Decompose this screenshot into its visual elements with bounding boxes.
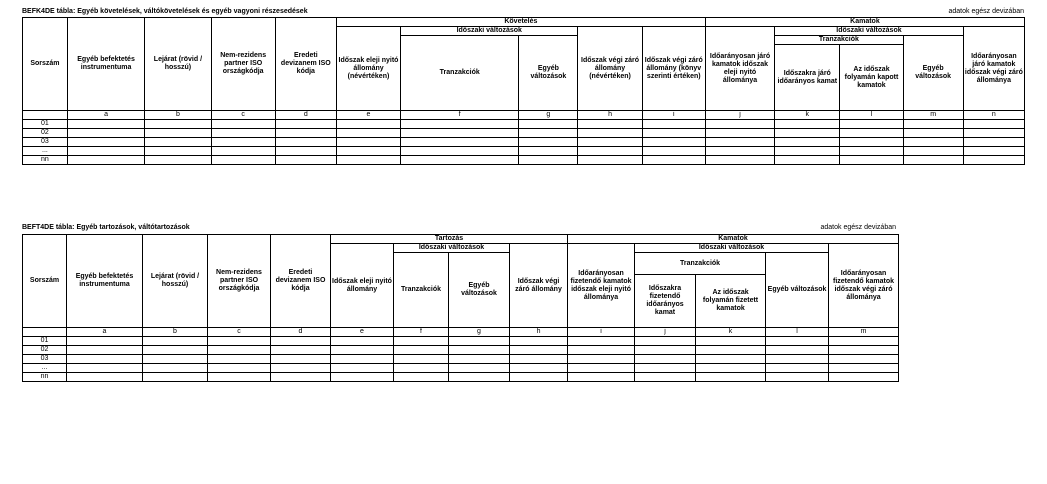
- col-maturity-header: Lejárat (rövid / hosszú): [145, 18, 211, 111]
- data-cell[interactable]: [275, 129, 336, 138]
- table2-body: [23, 337, 899, 382]
- data-cell[interactable]: [696, 346, 766, 355]
- col-int-paid-header: Az időszak folyamán fizetett kamatok: [696, 275, 766, 328]
- table2: [22, 234, 899, 382]
- letter-cell: l: [840, 111, 903, 120]
- table-row: [23, 129, 1025, 138]
- data-cell[interactable]: [401, 156, 519, 165]
- data-cell[interactable]: [510, 346, 568, 355]
- data-cell[interactable]: [568, 346, 635, 355]
- table2-unit: adatok egész devizában: [820, 224, 896, 231]
- data-cell[interactable]: [766, 337, 829, 346]
- letter-cell: k: [775, 111, 840, 120]
- table1-unit: adatok egész devizában: [948, 8, 1024, 15]
- group-interest-header: Kamatok: [568, 235, 899, 244]
- letter-cell: g: [449, 328, 510, 337]
- table-row: [23, 337, 899, 346]
- col-int-other-header: Egyéb változások: [766, 253, 829, 328]
- data-cell[interactable]: [829, 355, 899, 364]
- letter-cell: h: [510, 328, 568, 337]
- data-cell[interactable]: [519, 120, 578, 129]
- letter-cell: f: [394, 328, 449, 337]
- letter-cell: a: [67, 111, 144, 120]
- data-cell[interactable]: [840, 147, 903, 156]
- data-cell[interactable]: [211, 138, 275, 147]
- data-cell[interactable]: [635, 373, 696, 382]
- col-int-closing-header: Időarányosan járó kamatok időszak végi záró állománya: [963, 27, 1024, 111]
- data-cell[interactable]: [143, 346, 208, 355]
- data-cell[interactable]: [331, 364, 394, 373]
- group-liabilities-header: Tartozás: [331, 235, 568, 244]
- data-cell[interactable]: [903, 147, 963, 156]
- data-cell[interactable]: [271, 355, 331, 364]
- data-cell[interactable]: [696, 364, 766, 373]
- data-cell[interactable]: [963, 129, 1024, 138]
- row-number: 02: [23, 129, 68, 138]
- col-maturity-header: Lejárat (rövid / hosszú): [143, 235, 208, 328]
- data-cell[interactable]: [208, 355, 271, 364]
- letter-cell: e: [331, 328, 394, 337]
- data-cell[interactable]: [336, 129, 400, 138]
- data-cell[interactable]: [903, 129, 963, 138]
- data-cell[interactable]: [578, 147, 642, 156]
- letter-cell: g: [519, 111, 578, 120]
- data-cell[interactable]: [211, 156, 275, 165]
- data-cell[interactable]: [775, 147, 840, 156]
- letter-cell: e: [336, 111, 400, 120]
- data-cell[interactable]: [449, 346, 510, 355]
- data-cell[interactable]: [840, 129, 903, 138]
- sub-changes-header: Időszaki változások: [394, 244, 510, 253]
- data-cell[interactable]: [510, 373, 568, 382]
- data-cell[interactable]: [67, 337, 143, 346]
- row-number: nn: [23, 373, 67, 382]
- data-cell[interactable]: [696, 337, 766, 346]
- letter-cell: k: [696, 328, 766, 337]
- data-cell[interactable]: [331, 355, 394, 364]
- data-cell[interactable]: [143, 337, 208, 346]
- col-instrument-header: Egyéb befektetés instrumentuma: [67, 18, 144, 111]
- data-cell[interactable]: [67, 373, 143, 382]
- col-other-changes-header: Egyéb változások: [519, 36, 578, 111]
- data-cell[interactable]: [336, 147, 400, 156]
- col-partner-header: Nem-rezidens partner ISO országkódja: [208, 235, 271, 328]
- data-cell[interactable]: [67, 156, 144, 165]
- letter-cell: l: [766, 328, 829, 337]
- letter-cell: n: [963, 111, 1024, 120]
- col-opening-header: Időszak eleji nyitó állomány (névértéken): [336, 27, 400, 111]
- data-cell[interactable]: [829, 346, 899, 355]
- data-cell[interactable]: [578, 120, 642, 129]
- table-row: [23, 346, 899, 355]
- data-cell[interactable]: [903, 156, 963, 165]
- col-other-changes-header: Egyéb változások: [449, 253, 510, 328]
- table1-body: [23, 120, 1025, 165]
- data-cell[interactable]: [510, 337, 568, 346]
- data-cell[interactable]: [635, 364, 696, 373]
- data-cell[interactable]: [642, 156, 705, 165]
- col-partner-header: Nem-rezidens partner ISO országkódja: [211, 18, 275, 111]
- data-cell[interactable]: [568, 364, 635, 373]
- data-cell[interactable]: [211, 129, 275, 138]
- data-cell[interactable]: [903, 138, 963, 147]
- data-cell[interactable]: [766, 373, 829, 382]
- row-number: ...: [23, 147, 68, 156]
- data-cell[interactable]: [67, 346, 143, 355]
- row-number: 01: [23, 337, 67, 346]
- data-cell[interactable]: [766, 346, 829, 355]
- letter-cell: m: [829, 328, 899, 337]
- data-cell[interactable]: [963, 120, 1024, 129]
- data-cell[interactable]: [829, 373, 899, 382]
- table-row: [23, 138, 1025, 147]
- data-cell[interactable]: [67, 147, 144, 156]
- table1: [22, 17, 1025, 165]
- data-cell[interactable]: [208, 364, 271, 373]
- data-cell[interactable]: [705, 129, 774, 138]
- data-cell[interactable]: [208, 337, 271, 346]
- data-cell[interactable]: [208, 373, 271, 382]
- table-row: [23, 355, 899, 364]
- data-cell[interactable]: [67, 129, 144, 138]
- data-cell[interactable]: [840, 120, 903, 129]
- letter-cell: f: [401, 111, 519, 120]
- sub-transactions-header: Tranzakciók: [635, 253, 766, 275]
- data-cell[interactable]: [775, 156, 840, 165]
- data-cell[interactable]: [449, 364, 510, 373]
- data-cell[interactable]: [331, 337, 394, 346]
- letter-cell: i: [568, 328, 635, 337]
- data-cell[interactable]: [705, 138, 774, 147]
- row-number: 03: [23, 138, 68, 147]
- data-cell[interactable]: [635, 346, 696, 355]
- col-currency-header: Eredeti devizanem ISO kódja: [271, 235, 331, 328]
- data-cell[interactable]: [143, 364, 208, 373]
- data-cell[interactable]: [271, 373, 331, 382]
- group-claims-header: Követelés: [336, 18, 705, 27]
- data-cell[interactable]: [568, 373, 635, 382]
- data-cell[interactable]: [143, 373, 208, 382]
- data-cell[interactable]: [449, 355, 510, 364]
- col-opening-header: Időszak eleji nyitó állomány: [331, 244, 394, 328]
- data-cell[interactable]: [642, 120, 705, 129]
- letter-cell: j: [635, 328, 696, 337]
- data-cell[interactable]: [271, 337, 331, 346]
- data-cell[interactable]: [67, 364, 143, 373]
- col-int-opening-header: Időarányosan járó kamatok időszak eleji nyitó állománya: [705, 27, 774, 111]
- row-number: 02: [23, 346, 67, 355]
- data-cell[interactable]: [766, 355, 829, 364]
- data-cell[interactable]: [642, 147, 705, 156]
- data-cell[interactable]: [449, 373, 510, 382]
- data-cell[interactable]: [394, 364, 449, 373]
- data-cell[interactable]: [903, 120, 963, 129]
- sub-changes-header: Időszaki változások: [401, 27, 578, 36]
- data-cell[interactable]: [275, 138, 336, 147]
- col-int-opening-header: Időarányosan fizetendő kamatok időszak eleji nyitó állománya: [568, 244, 635, 328]
- data-cell[interactable]: [963, 138, 1024, 147]
- data-cell[interactable]: [145, 156, 211, 165]
- data-cell[interactable]: [963, 156, 1024, 165]
- col-int-other-header: Egyéb változások: [903, 36, 963, 111]
- col-currency-header: Eredeti devizanem ISO kódja: [275, 18, 336, 111]
- data-cell[interactable]: [449, 337, 510, 346]
- data-cell[interactable]: [519, 156, 578, 165]
- data-cell[interactable]: [331, 346, 394, 355]
- letter-cell: m: [903, 111, 963, 120]
- letter-cell: a: [67, 328, 143, 337]
- data-cell[interactable]: [331, 373, 394, 382]
- data-cell[interactable]: [568, 355, 635, 364]
- data-cell[interactable]: [145, 120, 211, 129]
- letter-cell: d: [271, 328, 331, 337]
- col-transactions-header: Tranzakciók: [394, 253, 449, 328]
- data-cell[interactable]: [401, 120, 519, 129]
- letter-cell: [23, 328, 67, 337]
- data-cell[interactable]: [642, 129, 705, 138]
- letter-cell: c: [208, 328, 271, 337]
- data-cell[interactable]: [394, 373, 449, 382]
- data-cell[interactable]: [775, 129, 840, 138]
- data-cell[interactable]: [271, 364, 331, 373]
- data-cell[interactable]: [705, 120, 774, 129]
- data-cell[interactable]: [829, 337, 899, 346]
- col-int-closing-header: Időarányosan fizetendő kamatok időszak végi záró állománya: [829, 244, 899, 328]
- data-cell[interactable]: [394, 346, 449, 355]
- letter-cell: b: [143, 328, 208, 337]
- data-cell[interactable]: [840, 156, 903, 165]
- col-int-accrued-header: Időszakra járó időarányos kamat: [775, 45, 840, 111]
- data-cell[interactable]: [67, 355, 143, 364]
- data-cell[interactable]: [143, 355, 208, 364]
- data-cell[interactable]: [635, 355, 696, 364]
- data-cell[interactable]: [208, 346, 271, 355]
- letter-cell: h: [578, 111, 642, 120]
- letter-cell: c: [211, 111, 275, 120]
- row-number: 01: [23, 120, 68, 129]
- data-cell[interactable]: [705, 156, 774, 165]
- col-int-received-header: Az időszak folyamán kapott kamatok: [840, 45, 903, 111]
- data-cell[interactable]: [336, 138, 400, 147]
- data-cell[interactable]: [578, 138, 642, 147]
- data-cell[interactable]: [578, 156, 642, 165]
- sub-transactions-header: Tranzakciók: [775, 36, 903, 45]
- data-cell[interactable]: [705, 147, 774, 156]
- data-cell[interactable]: [635, 337, 696, 346]
- data-cell[interactable]: [275, 120, 336, 129]
- col-transactions-header: Tranzakciók: [401, 36, 519, 111]
- row-number: nn: [23, 156, 68, 165]
- data-cell[interactable]: [519, 138, 578, 147]
- table-row: [23, 156, 1025, 165]
- data-cell[interactable]: [67, 138, 144, 147]
- data-cell[interactable]: [401, 138, 519, 147]
- col-row-header: Sorszám: [23, 18, 68, 111]
- data-cell[interactable]: [145, 147, 211, 156]
- letter-cell: b: [145, 111, 211, 120]
- data-cell[interactable]: [510, 355, 568, 364]
- data-cell[interactable]: [275, 147, 336, 156]
- data-cell[interactable]: [145, 138, 211, 147]
- col-int-accrued-header: Időszakra fizetendő időarányos kamat: [635, 275, 696, 328]
- data-cell[interactable]: [568, 337, 635, 346]
- row-number: 03: [23, 355, 67, 364]
- data-cell[interactable]: [401, 129, 519, 138]
- table-row: [23, 147, 1025, 156]
- data-cell[interactable]: [145, 129, 211, 138]
- data-cell[interactable]: [519, 129, 578, 138]
- data-cell[interactable]: [336, 120, 400, 129]
- data-cell[interactable]: [211, 147, 275, 156]
- data-cell[interactable]: [394, 355, 449, 364]
- sub-interest-changes-header: Időszaki változások: [635, 244, 829, 253]
- col-row-header: Sorszám: [23, 235, 67, 328]
- table1-title: BEFK4DE tábla: Egyéb követelések, váltókövetelések és egyéb vagyoni részesedések: [22, 8, 308, 15]
- data-cell[interactable]: [336, 156, 400, 165]
- data-cell[interactable]: [963, 147, 1024, 156]
- data-cell[interactable]: [696, 373, 766, 382]
- data-cell[interactable]: [578, 129, 642, 138]
- data-cell[interactable]: [271, 346, 331, 355]
- data-cell[interactable]: [829, 364, 899, 373]
- data-cell[interactable]: [67, 120, 144, 129]
- data-cell[interactable]: [211, 120, 275, 129]
- data-cell[interactable]: [840, 138, 903, 147]
- col-instrument-header: Egyéb befektetés instrumentuma: [67, 235, 143, 328]
- data-cell[interactable]: [775, 120, 840, 129]
- data-cell[interactable]: [766, 364, 829, 373]
- group-interest-header: Kamatok: [705, 18, 1024, 27]
- table-row: [23, 120, 1025, 129]
- data-cell[interactable]: [401, 147, 519, 156]
- data-cell[interactable]: [696, 355, 766, 364]
- table-row: [23, 373, 899, 382]
- letter-cell: d: [275, 111, 336, 120]
- sub-interest-changes-header: Időszaki változások: [775, 27, 964, 36]
- table2-title: BEFT4DE tábla: Egyéb tartozások, váltótartozások: [22, 224, 190, 231]
- letter-cell: i: [642, 111, 705, 120]
- data-cell[interactable]: [642, 138, 705, 147]
- col-closing-header: Időszak végi záró állomány: [510, 244, 568, 328]
- data-cell[interactable]: [510, 364, 568, 373]
- letter-cell: j: [705, 111, 774, 120]
- col-closing-book-header: Időszak végi záró állomány (könyv szerinti értéken): [642, 27, 705, 111]
- data-cell[interactable]: [275, 156, 336, 165]
- letter-cell: [23, 111, 68, 120]
- data-cell[interactable]: [519, 147, 578, 156]
- data-cell[interactable]: [394, 337, 449, 346]
- col-closing-nominal-header: Időszak végi záró állomány (névértéken): [578, 27, 642, 111]
- data-cell[interactable]: [775, 138, 840, 147]
- table-row: [23, 364, 899, 373]
- row-number: ...: [23, 364, 67, 373]
